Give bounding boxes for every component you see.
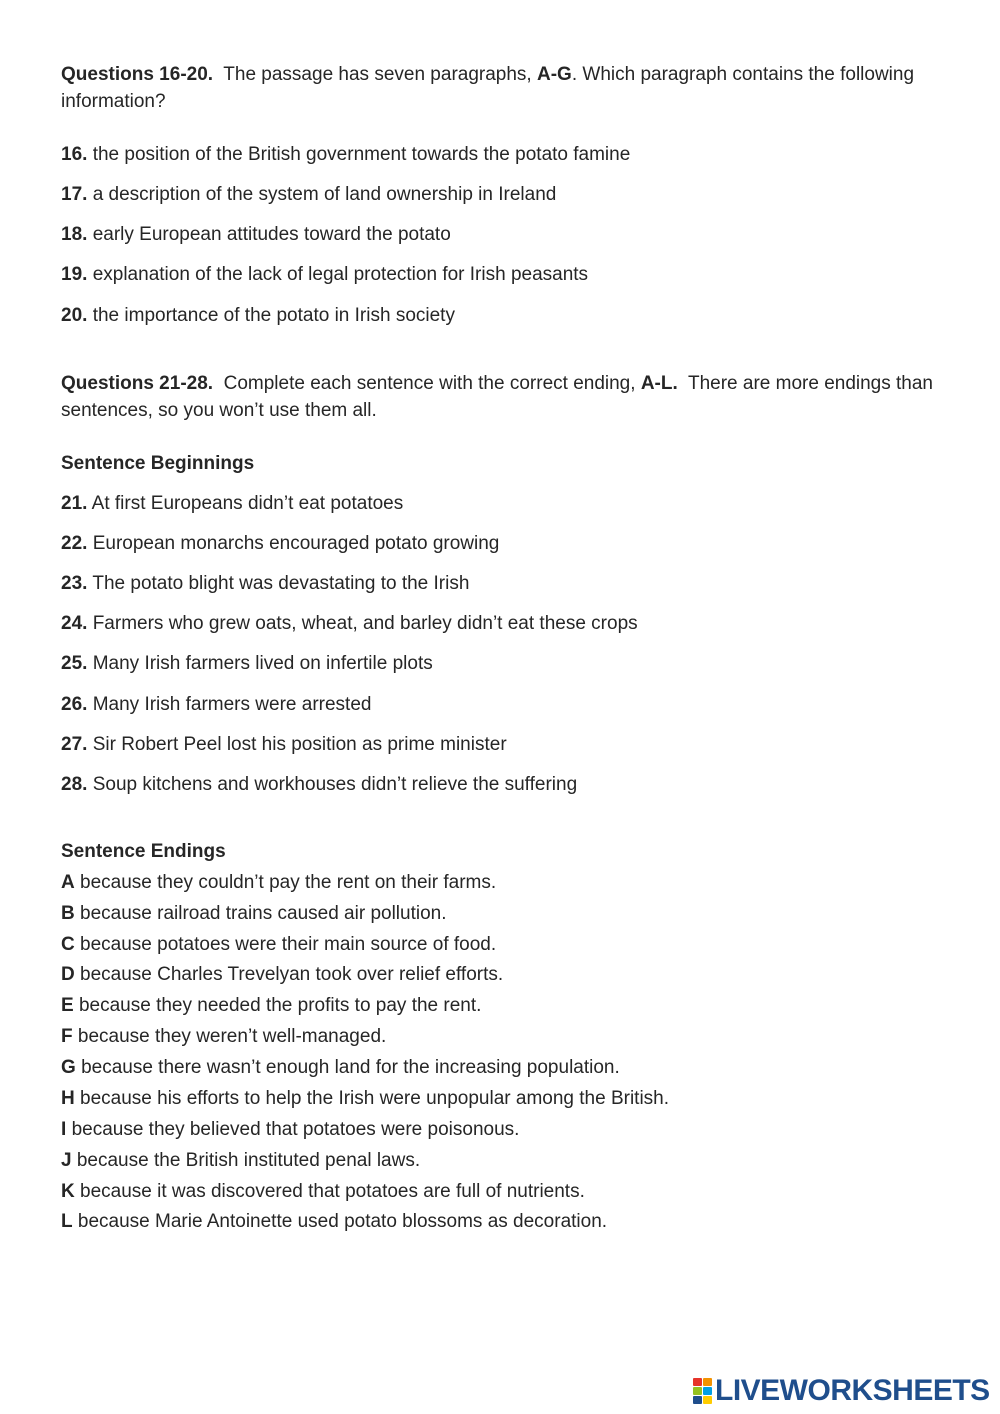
ending-i (61, 1118, 519, 1142)
ending-letter: G (61, 1057, 76, 1078)
ending-letter: L (61, 1211, 73, 1232)
ending-text: because there wasn’t enough land for the increasing population. (81, 1057, 620, 1078)
question-number: 21. (61, 493, 88, 514)
question-text: Soup kitchens and workhouses didn’t relieve the suffering (92, 774, 578, 795)
ending-a (61, 871, 496, 895)
ending-b (61, 902, 447, 926)
question-number: 16. (61, 144, 88, 165)
section1-text-a: The passage has seven paragraphs, (223, 64, 532, 85)
ending-text: because Charles Trevelyan took over relief efforts. (80, 964, 504, 985)
ending-letter: E (61, 995, 74, 1016)
question-number: 26. (61, 694, 88, 715)
ending-k (61, 1180, 585, 1204)
ending-letter: H (61, 1088, 75, 1109)
question-text: Many Irish farmers were arrested (92, 694, 372, 715)
question-number: 17. (61, 184, 88, 205)
question-number: 20. (61, 305, 88, 326)
logo-square (703, 1378, 712, 1386)
ending-letter: J (61, 1150, 72, 1171)
question-number: 27. (61, 734, 88, 755)
question-number: 25. (61, 653, 88, 674)
ending-c (61, 933, 496, 957)
question-20 (61, 304, 455, 328)
beginnings-heading: Sentence Beginnings (61, 453, 255, 474)
question-text: European monarchs encouraged potato growing (92, 533, 500, 554)
ending-text: because the British instituted penal laws. (76, 1150, 421, 1171)
ending-f (61, 1025, 386, 1049)
question-text: a description of the system of land ownership in Ireland (92, 184, 557, 205)
question-17 (61, 183, 556, 207)
question-26 (61, 693, 371, 717)
section2-instructions (61, 370, 941, 424)
ending-h (61, 1087, 669, 1111)
question-text: Farmers who grew oats, wheat, and barley didn’t eat these crops (92, 613, 638, 634)
logo-square (703, 1387, 712, 1395)
question-text: the importance of the potato in Irish society (92, 305, 455, 326)
ending-letter: I (61, 1119, 67, 1140)
liveworksheets-logo (693, 1376, 990, 1406)
ending-letter: F (61, 1026, 73, 1047)
ending-letter: C (61, 934, 75, 955)
section2-text-a: Complete each sentence with the correct ending, (223, 373, 636, 394)
question-number: 18. (61, 224, 88, 245)
ending-text: because they needed the profits to pay the rent. (78, 995, 482, 1016)
ending-text: because his efforts to help the Irish were unpopular among the British. (80, 1088, 670, 1109)
question-22 (61, 532, 499, 556)
ending-d (61, 963, 503, 987)
question-19 (61, 263, 588, 287)
ending-l (61, 1210, 607, 1234)
ending-text: because potatoes were their main source of food. (80, 934, 497, 955)
logo-square (693, 1387, 702, 1395)
question-23 (61, 572, 469, 596)
question-text: The potato blight was devastating to the Irish (92, 573, 470, 594)
question-number: 19. (61, 264, 88, 285)
ending-text: because it was discovered that potatoes are full of nutrients. (80, 1181, 585, 1202)
ending-text: because they believed that potatoes were poisonous. (71, 1119, 520, 1140)
question-text: the position of the British government towards the potato famine (92, 144, 631, 165)
section1-range: A-G (537, 64, 572, 85)
ending-e (61, 994, 481, 1018)
section2-range: A-L. (640, 373, 678, 394)
question-text: At first Europeans didn’t eat potatoes (91, 493, 404, 514)
ending-text: because they weren’t well-managed. (77, 1026, 387, 1047)
question-16 (61, 143, 630, 167)
ending-text: because they couldn’t pay the rent on their farms. (80, 872, 497, 893)
question-text: Many Irish farmers lived on infertile plots (92, 653, 433, 674)
ending-letter: A (61, 872, 75, 893)
question-number: 28. (61, 774, 88, 795)
ending-text: because railroad trains caused air pollution. (80, 903, 447, 924)
ending-letter: D (61, 964, 75, 985)
question-number: 24. (61, 613, 88, 634)
question-28 (61, 773, 577, 797)
ending-text: because Marie Antoinette used potato blossoms as decoration. (77, 1211, 608, 1232)
section1-label: Questions 16-20. (61, 64, 214, 85)
ending-letter: B (61, 903, 75, 924)
question-18 (61, 223, 451, 247)
logo-square (703, 1396, 712, 1404)
endings-heading: Sentence Endings (61, 841, 226, 862)
ending-j (61, 1149, 420, 1173)
question-24 (61, 612, 638, 636)
section1-text-b: . Which paragraph contains the following information? (61, 64, 915, 112)
question-text: explanation of the lack of legal protection for Irish peasants (92, 264, 589, 285)
logo-square (693, 1396, 702, 1404)
question-27 (61, 733, 507, 757)
logo-mark-icon (693, 1378, 712, 1404)
logo-text: LIVEWORKSHEETS (715, 1374, 990, 1407)
question-number: 22. (61, 533, 88, 554)
section2-text-b: There are more endings than sentences, so you won’t use them all. (61, 373, 934, 421)
logo-square (693, 1378, 702, 1386)
question-text: early European attitudes toward the potato (92, 224, 451, 245)
question-25 (61, 652, 433, 676)
ending-letter: K (61, 1181, 75, 1202)
question-text: Sir Robert Peel lost his position as prime minister (92, 734, 507, 755)
section1-instructions (61, 61, 941, 115)
ending-g (61, 1056, 620, 1080)
section2-label: Questions 21-28. (61, 373, 214, 394)
question-21 (61, 492, 403, 516)
question-number: 23. (61, 573, 88, 594)
